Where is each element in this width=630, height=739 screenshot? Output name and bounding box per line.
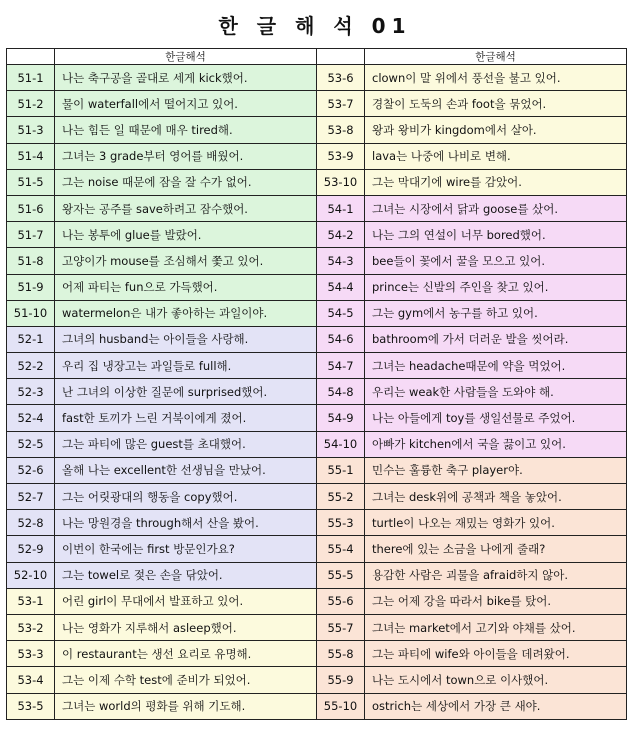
left-number: 52-2 [7,353,55,379]
left-number: 51-5 [7,169,55,195]
table-row [7,248,627,274]
table-row [7,693,627,719]
right-number: 54-6 [317,326,365,352]
left-sentence: 우리 집 냉장고는 과일들로 full해. [55,353,317,379]
left-number: 51-8 [7,248,55,274]
right-sentence: clown이 말 위에서 풍선을 불고 있어. [365,65,627,91]
table-row [7,510,627,536]
right-sentence: 용감한 사람은 괴물을 afraid하지 않아. [365,562,627,588]
table-row [7,326,627,352]
right-sentence: 경찰이 도둑의 손과 foot을 묶었어. [365,91,627,117]
right-sentence: 그녀는 desk위에 공책과 책을 놓았어. [365,484,627,510]
right-sentence: 왕과 왕비가 kingdom에서 살아. [365,117,627,143]
right-number: 54-3 [317,248,365,274]
left-number: 51-2 [7,91,55,117]
table-row [7,195,627,221]
right-sentence: 그녀는 시장에서 닭과 goose를 샀어. [365,195,627,221]
left-number: 52-10 [7,562,55,588]
table-row [7,353,627,379]
left-sentence: 그녀의 husband는 아이들을 사랑해. [55,326,317,352]
left-number: 51-1 [7,65,55,91]
right-number: 53-8 [317,117,365,143]
left-sentence: 그는 towel로 젖은 손을 닦았어. [55,562,317,588]
right-number: 55-5 [317,562,365,588]
right-sentence: lava는 나중에 나비로 변해. [365,143,627,169]
left-number: 52-4 [7,405,55,431]
table-row [7,641,627,667]
right-sentence: 나는 아들에게 toy를 생일선물로 주었어. [365,405,627,431]
header-blank-right [317,49,365,65]
table-row [7,562,627,588]
right-number: 53-10 [317,169,365,195]
right-number: 55-7 [317,614,365,640]
right-sentence: 우리는 weak한 사람들을 도와야 해. [365,379,627,405]
left-number: 52-1 [7,326,55,352]
left-number: 52-9 [7,536,55,562]
left-sentence: 이 restaurant는 생선 요리로 유명해. [55,641,317,667]
right-sentence: prince는 신발의 주인을 찾고 있어. [365,274,627,300]
left-number: 53-1 [7,588,55,614]
right-number: 53-9 [317,143,365,169]
header-left: 한글해석 [55,49,317,65]
table-row [7,169,627,195]
left-sentence: 어린 girl이 무대에서 발표하고 있어. [55,588,317,614]
table-row [7,405,627,431]
left-number: 51-4 [7,143,55,169]
left-number: 52-5 [7,431,55,457]
left-number: 53-2 [7,614,55,640]
left-sentence: 나는 망원경을 through해서 산을 봤어. [55,510,317,536]
table-body [7,49,627,720]
left-number: 53-3 [7,641,55,667]
page-title: 한 글 해 석 01 [218,14,412,38]
left-number: 52-3 [7,379,55,405]
table-row [7,274,627,300]
left-number: 51-6 [7,195,55,221]
table-row [7,457,627,483]
right-sentence: 나는 도시에서 town으로 이사했어. [365,667,627,693]
right-sentence: 그는 파티에 wife와 아이들을 데려왔어. [365,641,627,667]
table-row [7,117,627,143]
right-sentence: bathroom에 가서 더러운 발을 씻어라. [365,326,627,352]
right-number: 55-4 [317,536,365,562]
left-number: 51-3 [7,117,55,143]
right-number: 53-6 [317,65,365,91]
left-sentence: 나는 봉투에 glue를 발랐어. [55,222,317,248]
right-sentence: 그는 막대기에 wire를 감았어. [365,169,627,195]
translation-table [6,48,627,720]
right-number: 54-5 [317,300,365,326]
right-number: 54-9 [317,405,365,431]
right-number: 54-1 [317,195,365,221]
table-row [7,614,627,640]
left-sentence: 물이 waterfall에서 떨어지고 있어. [55,91,317,117]
left-sentence: 그는 파티에 많은 guest를 초대했어. [55,431,317,457]
left-number: 53-5 [7,693,55,719]
left-number: 53-4 [7,667,55,693]
table-row [7,143,627,169]
table-row [7,379,627,405]
table-row [7,300,627,326]
left-sentence: 그는 noise 때문에 잠을 잘 수가 없어. [55,169,317,195]
right-number: 54-10 [317,431,365,457]
right-number: 54-2 [317,222,365,248]
right-sentence: turtle이 나오는 재밌는 영화가 있어. [365,510,627,536]
left-sentence: 어제 파티는 fun으로 가득했어. [55,274,317,300]
right-number: 55-6 [317,588,365,614]
header-right: 한글해석 [365,49,627,65]
right-number: 55-10 [317,693,365,719]
table-row [7,222,627,248]
right-sentence: 그녀는 market에서 고기와 야채를 샀어. [365,614,627,640]
right-sentence: there에 있는 소금을 나에게 줄래? [365,536,627,562]
header-blank-left [7,49,55,65]
table-row [7,484,627,510]
left-sentence: 올해 나는 excellent한 선생님을 만났어. [55,457,317,483]
left-sentence: 나는 영화가 지루해서 asleep했어. [55,614,317,640]
left-sentence: 나는 축구공을 골대로 세게 kick했어. [55,65,317,91]
table-row [7,65,627,91]
left-sentence: 난 그녀의 이상한 질문에 surprised했어. [55,379,317,405]
left-number: 52-6 [7,457,55,483]
left-sentence: 그는 이제 수학 test에 준비가 되었어. [55,667,317,693]
table-row [7,431,627,457]
right-number: 55-3 [317,510,365,536]
left-sentence: 그는 어릿광대의 행동을 copy했어. [55,484,317,510]
left-number: 51-10 [7,300,55,326]
right-number: 54-4 [317,274,365,300]
right-sentence: ostrich는 세상에서 가장 큰 새야. [365,693,627,719]
left-number: 52-7 [7,484,55,510]
right-sentence: bee들이 꽃에서 꿀을 모으고 있어. [365,248,627,274]
left-sentence: 그녀는 world의 평화를 위해 기도해. [55,693,317,719]
right-number: 55-2 [317,484,365,510]
left-number: 51-7 [7,222,55,248]
left-sentence: 고양이가 mouse를 조심해서 쫓고 있어. [55,248,317,274]
right-sentence: 민수는 훌륭한 축구 player야. [365,457,627,483]
right-number: 55-1 [317,457,365,483]
right-number: 55-9 [317,667,365,693]
right-sentence: 그는 gym에서 농구를 하고 있어. [365,300,627,326]
left-sentence: 왕자는 공주를 save하려고 잠수했어. [55,195,317,221]
left-sentence: 이번이 한국에는 first 방문인가요? [55,536,317,562]
right-sentence: 아빠가 kitchen에서 국을 끓이고 있어. [365,431,627,457]
table-row [7,91,627,117]
left-sentence: 그녀는 3 grade부터 영어를 배웠어. [55,143,317,169]
table-row [7,667,627,693]
table-row [7,536,627,562]
right-sentence: 나는 그의 연설이 너무 bored했어. [365,222,627,248]
left-sentence: 나는 힘든 일 때문에 매우 tired해. [55,117,317,143]
right-number: 53-7 [317,91,365,117]
right-number: 55-8 [317,641,365,667]
left-sentence: fast한 토끼가 느린 거북이에게 졌어. [55,405,317,431]
header-row [7,49,627,65]
left-number: 51-9 [7,274,55,300]
right-number: 54-7 [317,353,365,379]
right-sentence: 그녀는 headache때문에 약을 먹었어. [365,353,627,379]
left-sentence: watermelon은 내가 좋아하는 과일이야. [55,300,317,326]
right-number: 54-8 [317,379,365,405]
right-sentence: 그는 어제 강을 따라서 bike를 탔어. [365,588,627,614]
table-row [7,588,627,614]
left-number: 52-8 [7,510,55,536]
